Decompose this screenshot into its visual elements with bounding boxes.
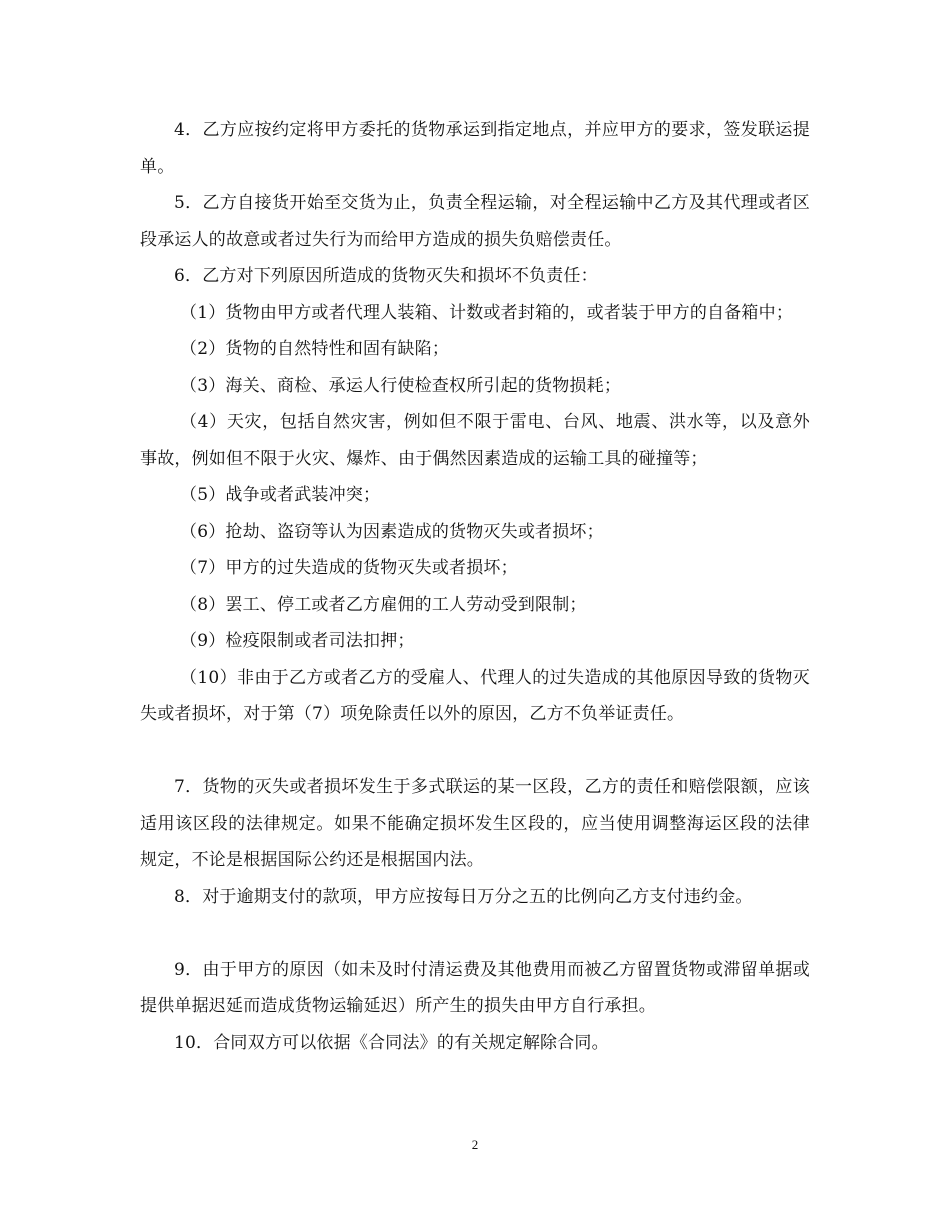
clause-6-item-1: （1）货物由甲方或者代理人装箱、计数或者封箱的，或者装于甲方的自备箱中； xyxy=(180,302,794,323)
document-body xyxy=(140,112,810,1061)
clause-6: 6．乙方对下列原因所造成的货物灭失和损坏不负责任： xyxy=(174,266,598,286)
clause-8: 8．对于逾期支付的款项，甲方应按每日万分之五的比例向乙方支付违约金。 xyxy=(174,886,753,907)
clause-6-item-2: （2）货物的自然特性和固有缺陷； xyxy=(180,339,450,359)
clause-6-item-4: （4）天灾，包括自然灾害，例如但不限于雷电、台风、地震、洪水等，以及意外事故，例如但不限于火灾、爆炸、由于偶然因素造成的运输工具的碰撞等； xyxy=(140,412,810,469)
paragraph-spacer xyxy=(140,733,810,770)
clause-6-item-9: （9）检疫限制或者司法扣押； xyxy=(180,631,415,651)
clause-6-item-7: （7）甲方的过失造成的货物灭失或者损坏； xyxy=(180,558,518,578)
clause-6-item-8: （8）罢工、停工或者乙方雇佣的工人劳动受到限制； xyxy=(180,594,587,615)
page-number: 2 xyxy=(471,1137,479,1152)
clause-5: 5．乙方自接货开始至交货为止，负责全程运输，对全程运输中乙方及其代理或者区段承运人的故意或者过失行为而给甲方造成的损失负赔偿责任。 xyxy=(140,193,810,250)
clause-4: 4．乙方应按约定将甲方委托的货物承运到指定地点，并应甲方的要求，签发联运提单。 xyxy=(140,120,810,177)
clause-6-item-10: （10）非由于乙方或者乙方的受雇人、代理人的过失造成的其他原因导致的货物灭失或者损坏，对于第（7）项免除责任以外的原因，乙方不负举证责任。 xyxy=(140,667,810,724)
clause-7: 7．货物的灭失或者损坏发生于多式联运的某一区段，乙方的责任和赔偿限额，应该适用该区段的法律规定。如果不能确定损坏发生区段的，应当使用调整海运区段的法律规定，不论是根据国际公约还是根据国内法。 xyxy=(140,777,810,870)
clause-6-item-5: （5）战争或者武装冲突； xyxy=(180,485,381,505)
clause-6-item-3: （3）海关、商检、承运人行使检查权所引起的货物损耗； xyxy=(180,375,622,396)
clause-10: 10．合同双方可以依据《合同法》的有关规定解除合同。 xyxy=(174,1032,609,1053)
clause-9: 9．由于甲方的原因（如未及时付清运费及其他费用而被乙方留置货物或滞留单据或提供单据迟延而造成货物运输延迟）所产生的损失由甲方自行承担。 xyxy=(140,959,810,1016)
paragraph-spacer xyxy=(140,915,810,952)
clause-6-item-6: （6）抢劫、盗窃等认为因素造成的货物灭失或者损坏； xyxy=(180,521,604,542)
